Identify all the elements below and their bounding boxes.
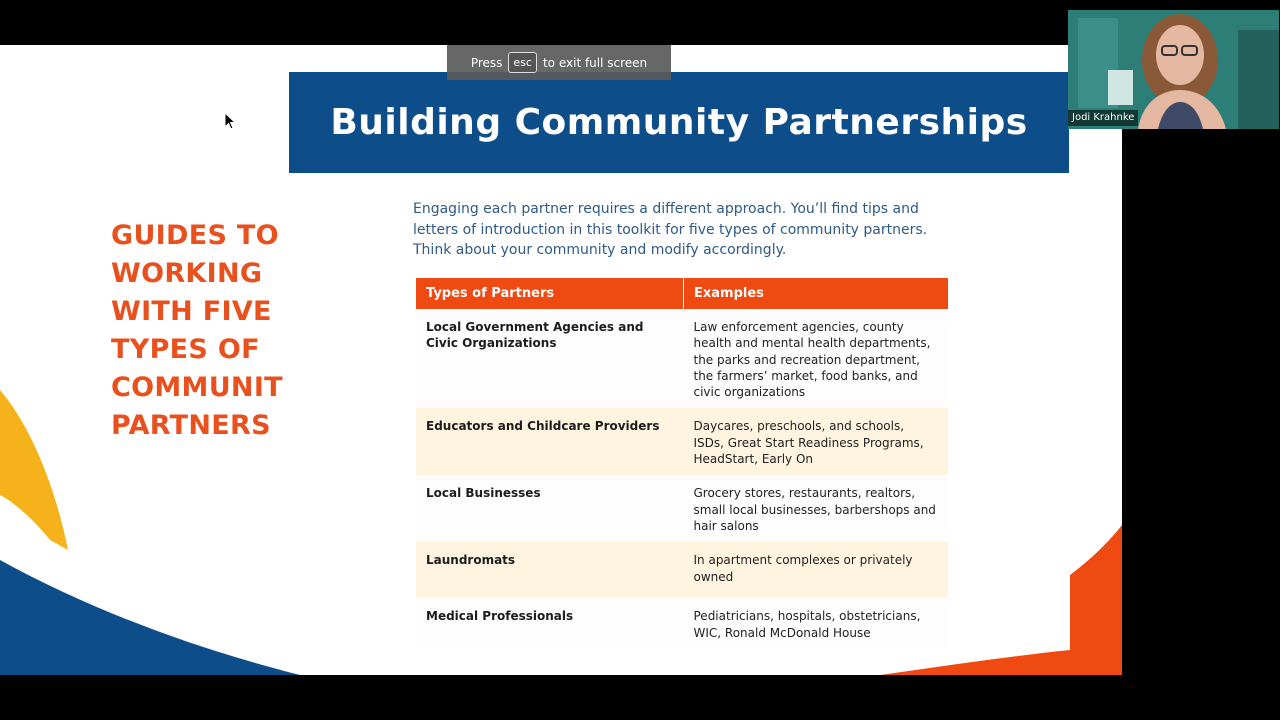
partner-examples: Grocery stores, restaurants, realtors, small local businesses, barbershops and hair salons	[684, 475, 949, 542]
heading-line: WITH FIVE	[111, 296, 272, 327]
table-row	[416, 598, 948, 649]
header-examples: Examples	[684, 278, 949, 309]
heading-line: TYPES OF	[111, 334, 260, 365]
table-row	[416, 309, 948, 408]
partner-examples: Pediatricians, hospitals, obstetricians, WIC, Ronald McDonald House	[684, 598, 949, 649]
fullscreen-toast	[447, 45, 671, 80]
presentation-slide	[0, 45, 1122, 675]
title-banner	[289, 72, 1069, 173]
mouse-cursor-icon	[224, 112, 236, 130]
partner-type: Local Businesses	[416, 475, 684, 542]
participant-name: Jodi Krahnke	[1068, 110, 1138, 126]
heading-line: GUIDES TO	[111, 220, 279, 251]
left-heading	[111, 217, 311, 445]
table-row	[416, 475, 948, 542]
heading-line: COMMUNIT	[111, 372, 283, 403]
header-types: Types of Partners	[416, 278, 684, 309]
table-row	[416, 542, 948, 598]
heading-line: PARTNERS	[111, 410, 271, 441]
heading-line: WORKING	[111, 258, 263, 289]
slide-title: Building Community Partnerships	[330, 102, 1028, 143]
partner-examples: Law enforcement agencies, county health and mental health departments, the parks and recreation department, the farmers’ market, food banks, and civic organizations	[684, 309, 949, 408]
partner-examples: Daycares, preschools, and schools, ISDs, Great Start Readiness Programs, HeadStart, Early On	[684, 408, 949, 475]
partner-type: Laundromats	[416, 542, 684, 598]
partners-table	[416, 278, 948, 649]
toast-press: Press	[470, 55, 503, 70]
intro-paragraph: Engaging each partner requires a different approach. You’ll find tips and letters of introduction in this toolkit for five types of community partners. Think about your community and modify accordingly.	[413, 201, 928, 258]
toast-message: to exit full screen	[542, 55, 648, 70]
esc-key[interactable]: esc	[508, 52, 537, 73]
partner-type: Medical Professionals	[416, 598, 684, 649]
table-row	[416, 408, 948, 475]
table-header-row	[416, 278, 948, 309]
partner-type: Educators and Childcare Providers	[416, 408, 684, 475]
partner-type: Local Government Agencies and Civic Organizations	[416, 309, 684, 408]
partner-examples: In apartment complexes or privately owned	[684, 542, 949, 598]
